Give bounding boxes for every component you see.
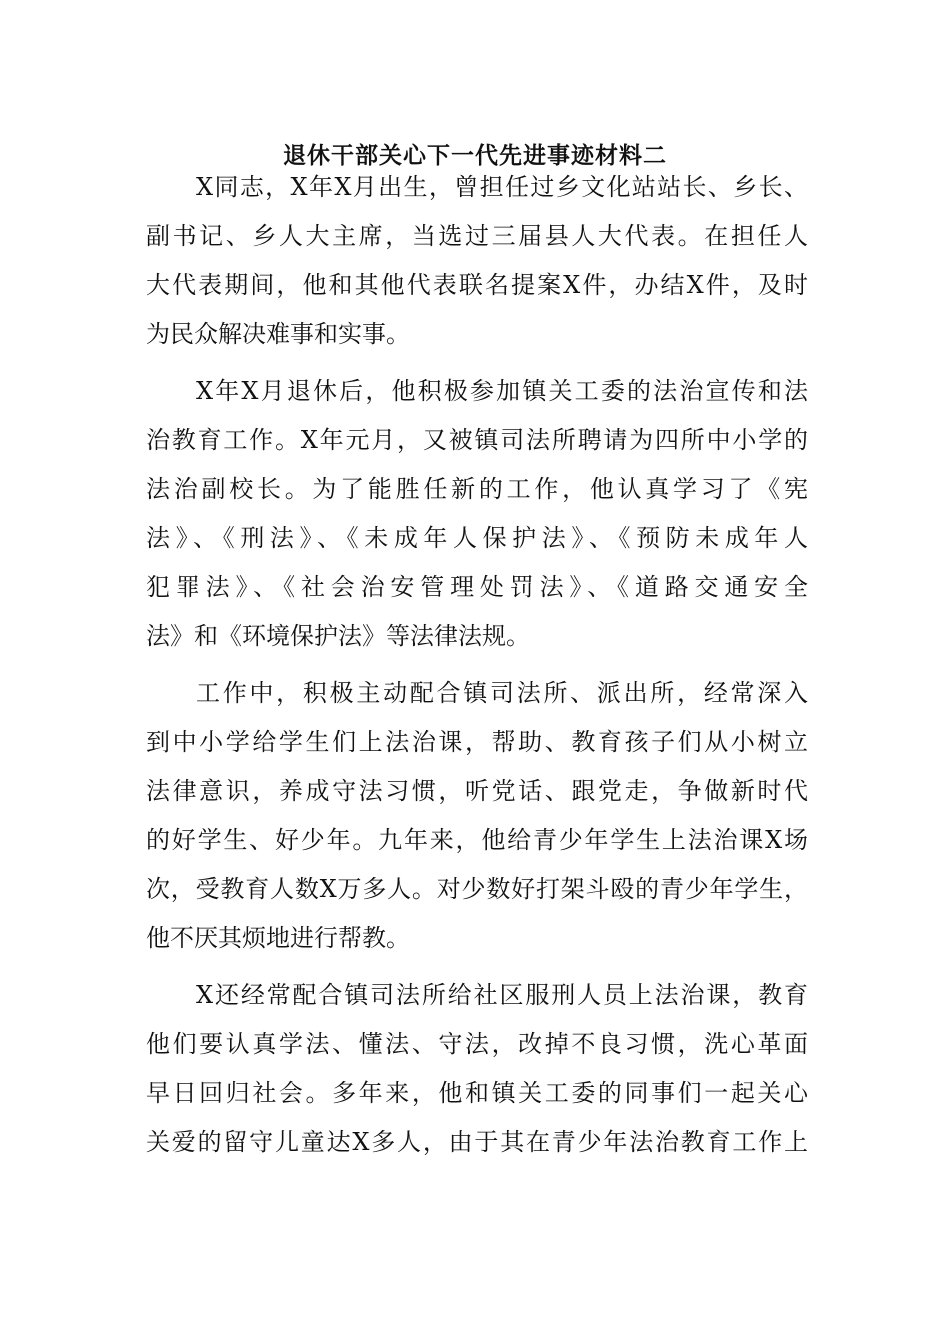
paragraph-line: 到中小学给学生们上法治课，帮助、教育孩子们从小树立 — [146, 728, 808, 756]
paragraph-line: 次，受教育人数X万多人。对少数好打架斗殴的青少年学生， — [146, 875, 808, 903]
paragraph-line: 副书记、乡人大主席，当选过三届县人大代表。在担任人 — [146, 222, 808, 250]
paragraph-line: 他不厌其烦地进行帮教。 — [146, 924, 410, 952]
paragraph-line: 的好学生、好少年。九年来，他给青少年学生上法治课X场 — [146, 826, 808, 854]
document-body — [146, 163, 808, 1175]
paragraph-3 — [146, 669, 808, 963]
paragraph-line: 关爱的留守儿童达X多人，由于其在青少年法治教育工作上 — [146, 1128, 808, 1156]
paragraph-2 — [146, 367, 808, 661]
paragraph-line: 治教育工作。X年元月，又被镇司法所聘请为四所中小学的 — [146, 426, 808, 454]
paragraph-line: X年X月退休后，他积极参加镇关工委的法治宣传和法 — [196, 377, 808, 405]
paragraph-line: X还经常配合镇司法所给社区服刑人员上法治课，教育 — [196, 981, 808, 1009]
paragraph-line: 法》、《刑法》、《未成年人保护法》、《预防未成年人 — [146, 524, 808, 552]
document-title: 退休干部关心下一代先进事迹材料二 — [283, 143, 667, 169]
paragraph-line: 法》和《环境保护法》等法律法规。 — [146, 622, 530, 650]
paragraph-line: 犯罪法》、《社会治安管理处罚法》、《道路交通安全 — [146, 573, 808, 601]
paragraph-line: 法治副校长。为了能胜任新的工作，他认真学习了《宪 — [146, 475, 808, 503]
paragraph-line: 为民众解决难事和实事。 — [146, 320, 410, 348]
paragraph-line: X同志，X年X月出生，曾担任过乡文化站站长、乡长、 — [196, 173, 808, 201]
paragraph-line: 早日回归社会。多年来，他和镇关工委的同事们一起关心 — [146, 1079, 808, 1107]
paragraph-1 — [146, 163, 808, 359]
paragraph-line: 他们要认真学法、懂法、守法，改掉不良习惯，洗心革面 — [146, 1030, 808, 1058]
paragraph-4 — [146, 971, 808, 1167]
paragraph-line: 法律意识，养成守法习惯，听党话、跟党走，争做新时代 — [146, 777, 808, 805]
paragraph-line: 工作中，积极主动配合镇司法所、派出所，经常深入 — [196, 679, 808, 707]
paragraph-line: 大代表期间，他和其他代表联名提案X件，办结X件，及时 — [146, 271, 808, 299]
